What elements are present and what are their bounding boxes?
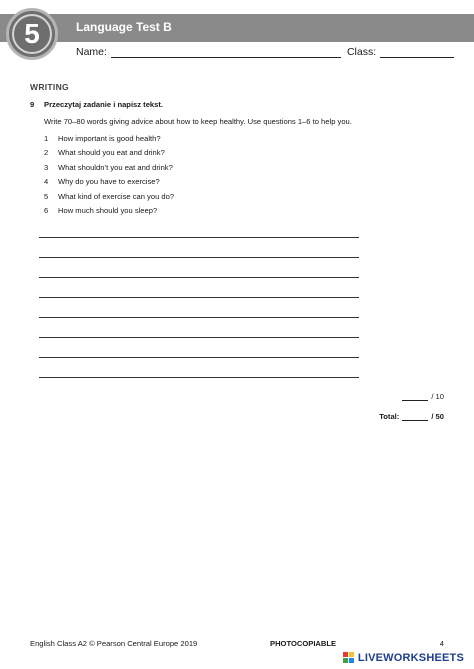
total-out-of: / 50: [431, 412, 444, 421]
header-bar: [0, 14, 474, 42]
question-item: [44, 146, 352, 161]
name-class-row: [76, 46, 454, 58]
score-field[interactable]: [402, 393, 428, 401]
liveworksheets-logo: [343, 652, 464, 664]
writing-line[interactable]: [39, 258, 359, 278]
writing-area[interactable]: [39, 218, 359, 378]
question-list: [44, 131, 352, 218]
question-item: [44, 189, 352, 204]
total-field[interactable]: [402, 413, 428, 421]
name-field[interactable]: [111, 48, 341, 58]
writing-line[interactable]: [39, 338, 359, 358]
section-heading: WRITING: [30, 82, 69, 92]
class-field[interactable]: [380, 48, 454, 58]
task-9: [30, 100, 352, 218]
task-number: 9: [30, 100, 35, 109]
logo-square-yellow: [349, 652, 354, 657]
logo-square-green: [343, 658, 348, 663]
question-item: [44, 175, 352, 190]
question-item: [44, 131, 352, 146]
question-text: What shouldn’t you eat and drink?: [58, 162, 173, 172]
liveworksheets-text: LIVEWORKSHEETS: [357, 652, 464, 664]
question-number: 1: [44, 133, 49, 143]
writing-line[interactable]: [39, 238, 359, 258]
test-title: Language Test B: [76, 20, 172, 34]
score-out-of: / 10: [431, 392, 444, 401]
task-instruction: Write 70–80 words giving advice about how to keep healthy. Use questions 1–6 to help you.: [44, 117, 352, 126]
writing-line[interactable]: [39, 298, 359, 318]
footer-photocopiable: PHOTOCOPIABLE: [270, 639, 337, 648]
logo-square-red: [343, 652, 348, 657]
unit-number: 5: [24, 18, 40, 49]
question-text: What kind of exercise can you do?: [58, 191, 175, 201]
question-text: Why do you have to exercise?: [58, 177, 160, 187]
writing-line[interactable]: [39, 278, 359, 298]
question-number: 3: [44, 162, 49, 172]
question-item: [44, 204, 352, 219]
footer-copyright: English Class A2 © Pearson Central Europe 2019: [30, 639, 198, 648]
name-label: Name:: [76, 46, 107, 58]
footer: [30, 639, 444, 648]
question-number: 2: [44, 148, 49, 158]
question-item: [44, 160, 352, 175]
writing-line[interactable]: [39, 358, 359, 378]
unit-badge-ring: [12, 14, 52, 54]
logo-square-blue: [349, 658, 354, 663]
page-number: 4: [439, 639, 444, 648]
writing-line[interactable]: [39, 218, 359, 238]
task-score: [402, 392, 444, 401]
class-label: Class:: [346, 46, 377, 58]
question-text: How much should you sleep?: [58, 206, 158, 216]
total-label: Total:: [379, 412, 400, 421]
question-text: What should you eat and drink?: [58, 148, 165, 158]
question-number: 6: [44, 206, 49, 216]
unit-badge: [6, 8, 58, 60]
total-score: [379, 412, 444, 421]
task-title: Przeczytaj zadanie i napisz tekst.: [44, 100, 164, 109]
task-header: [30, 100, 352, 109]
liveworksheets-icon: [343, 652, 355, 664]
question-number: 4: [44, 177, 49, 187]
question-text: How important is good health?: [58, 133, 161, 143]
writing-line[interactable]: [39, 318, 359, 338]
question-number: 5: [44, 191, 49, 201]
